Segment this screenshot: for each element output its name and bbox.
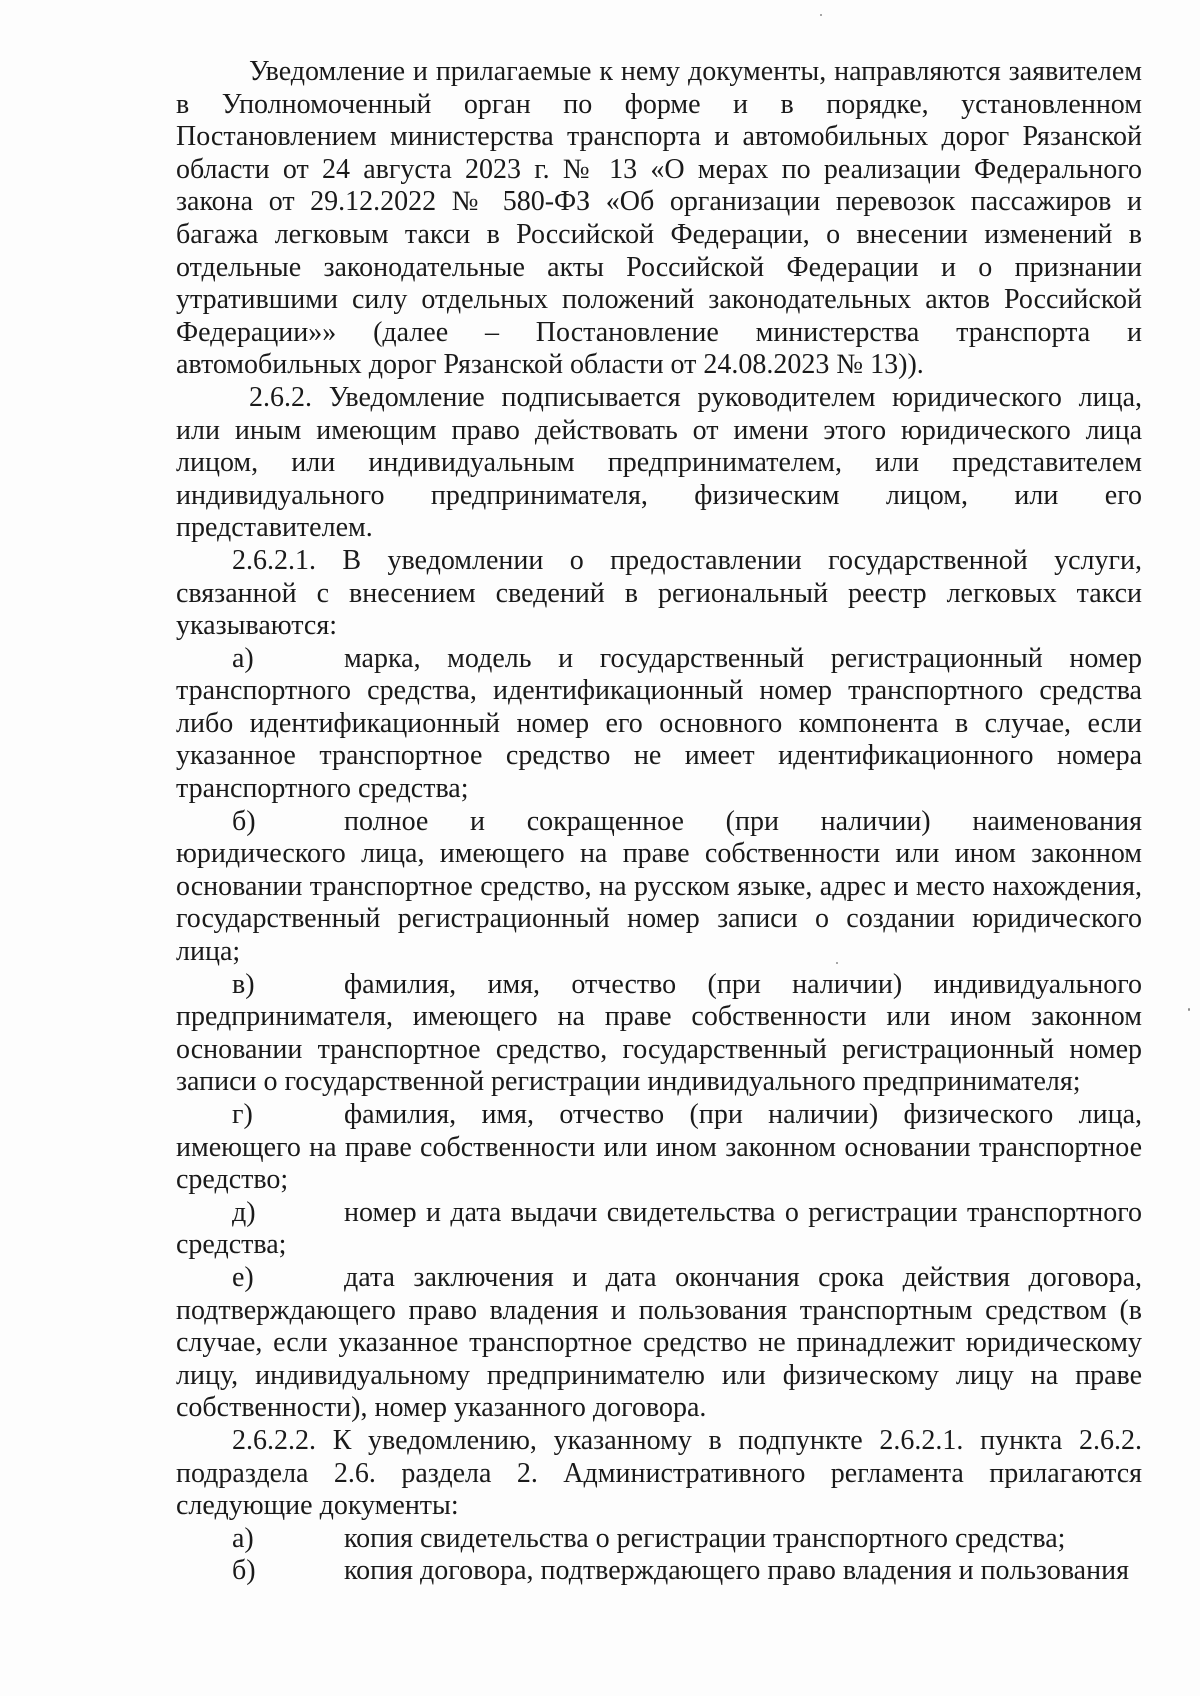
list-item-d xyxy=(176,1197,1142,1262)
list-item-a xyxy=(176,643,1142,806)
list-item-text: фамилия, имя, отчество (при наличии) индивидуального предпринимателя, имеющего на праве собственности или ином законном основании транспортное средство, государственный регистрационный номер записи о государственной регистрации индивидуального предпринимателя; xyxy=(176,968,1142,1098)
list-item-text: полное и сокращенное (при наличии) наименования юридического лица, имеющего на праве собственности или ином законном основании транспортное средство, на русском языке, адрес и место нахождения, государственный регистрационный номер записи о создании юридического лица; xyxy=(176,805,1142,968)
paragraph-2-6-2-2: 2.6.2.2. К уведомлению, указанному в подпункте 2.6.2.1. пункта 2.6.2. подраздела 2.6. раздела 2. Административного регламента прилагаются следующие документы: xyxy=(176,1424,1142,1522)
scan-speck xyxy=(1188,1008,1190,1011)
list-marker: а) xyxy=(232,642,254,674)
list-item-g xyxy=(176,1099,1142,1197)
scan-speck xyxy=(820,14,822,16)
paragraph-2-6-2: 2.6.2. Уведомление подписывается руководителем юридического лица, или иным имеющим право действовать от имени этого юридического лица лицом, или индивидуальным предпринимателем, или представителем индивидуального предпринимателя, физическим лицом, или его представителем. xyxy=(176,381,1142,544)
scan-speck xyxy=(836,962,838,964)
list-marker: б) xyxy=(232,1555,256,1587)
list-item-text: дата заключения и дата окончания срока действия договора, подтверждающего право владения и пользования транспортным средством (в случае, если указанное транспортное средство не принадлежит юридическому лицу, индивидуальному предпринимателю или физическому лицу на праве собственности), номер указанного договора. xyxy=(176,1261,1142,1424)
list-item-b xyxy=(176,806,1142,969)
list-item-text: фамилия, имя, отчество (при наличии) физического лица, имеющего на праве собственности или ином законном основании транспортное средство; xyxy=(176,1099,1142,1196)
document-body xyxy=(176,56,1142,1588)
list-item-e xyxy=(176,1262,1142,1425)
list-item-text: номер и дата выдачи свидетельства о регистрации транспортного средства; xyxy=(176,1196,1142,1261)
list-item-v xyxy=(176,969,1142,1099)
list-marker: д) xyxy=(232,1196,256,1228)
attachment-item-a xyxy=(176,1523,1142,1556)
list-item-text: копия свидетельства о регистрации транспортного средства; xyxy=(344,1522,1066,1554)
paragraph-intro: Уведомление и прилагаемые к нему документы, направляются заявителем в Уполномоченный орган по форме и в порядке, установленном Постановлением министерства транспорта и автомобильных дорог Рязанской области от 24 августа 2023 г. № 13 «О мерах по реализации Федерального закона от 29.12.2022 № 580-ФЗ «Об организации перевозок пассажиров и багажа легковым такси в Российской Федерации, о внесении изменений в отдельные законодательные акты Российской Федерации и о признании утратившими силу отдельных положений законодательных актов Российской Федерации»» (далее – Постановление министерства транспорта и автомобильных дорог Рязанской области от 24.08.2023 № 13)). xyxy=(176,56,1142,381)
list-marker: е) xyxy=(232,1261,254,1293)
paragraph-2-6-2-1: 2.6.2.1. В уведомлении о предоставлении государственной услуги, связанной с внесением сведений в региональный реестр легковых такси указываются: xyxy=(176,544,1142,642)
list-item-text: копия договора, подтверждающего право владения и пользования xyxy=(344,1555,1129,1587)
list-marker: б) xyxy=(232,805,256,837)
list-item-text: марка, модель и государственный регистрационный номер транспортного средства, идентификационный номер транспортного средства либо идентификационный номер его основного компонента в случае, если указанное транспортное средство не имеет идентификационного номера транспортного средства; xyxy=(176,642,1142,805)
list-marker: а) xyxy=(232,1522,254,1554)
list-marker: г) xyxy=(232,1099,253,1130)
list-marker: в) xyxy=(232,968,255,1000)
attachment-item-b xyxy=(176,1555,1142,1588)
